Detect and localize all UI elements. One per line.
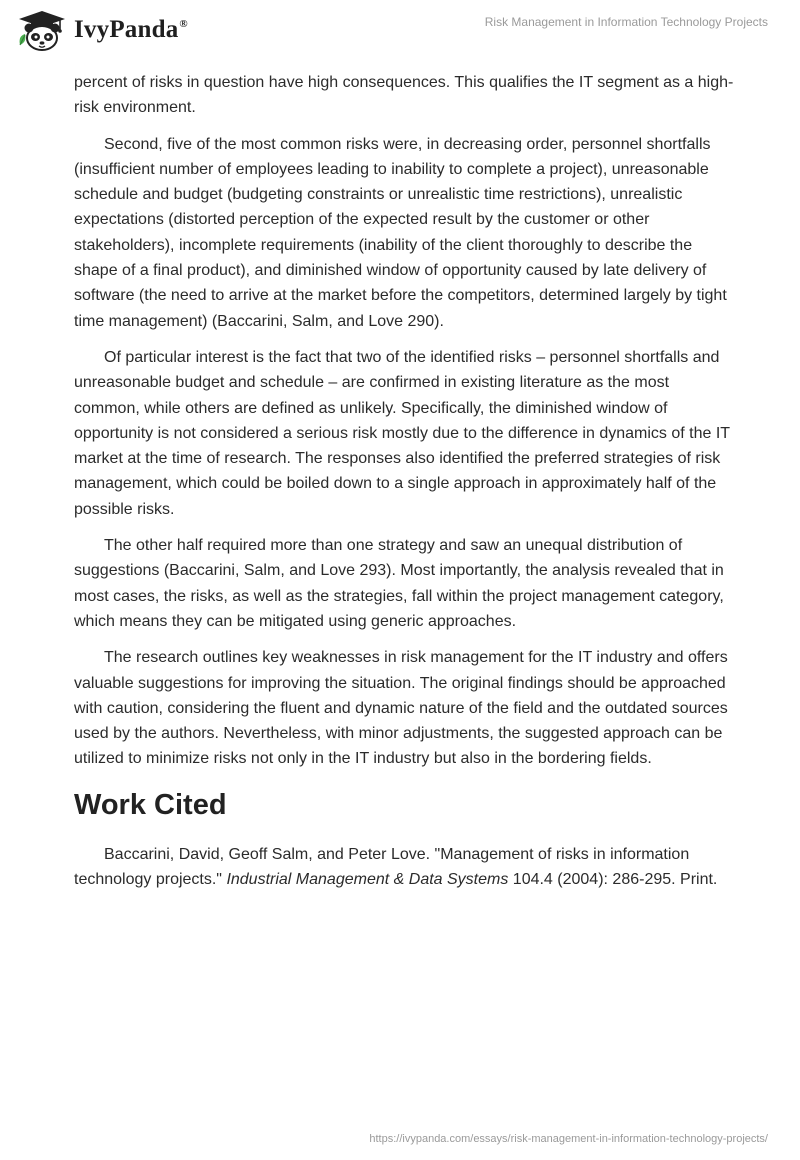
citation-authors-title: Baccarini, David, Geoff Salm, and Peter Love. "Management of risks in information technology projects." bbox=[74, 845, 690, 889]
page-header bbox=[0, 0, 800, 70]
panda-graduate-icon bbox=[14, 8, 70, 52]
paragraph: The research outlines key weaknesses in risk management for the IT industry and offers valuable suggestions for improving the situation. The original findings should be approached with caution, considering the fluent and dynamic nature of the field and the outdated sources used by the authors. Nevertheless, with minor adjustments, the suggested approach can be utilized to minimize risks not only in the IT industry but also in the bordering fields. bbox=[74, 649, 728, 768]
essay-body bbox=[74, 70, 734, 903]
document-title: Risk Management in Information Technology Projects bbox=[484, 15, 768, 29]
citation-details: 104.4 (2004): 286-295. Print. bbox=[508, 871, 718, 889]
works-cited-heading: Work Cited bbox=[74, 788, 227, 821]
ivypanda-logo[interactable] bbox=[14, 8, 188, 52]
citation-journal: Industrial Management & Data Systems bbox=[226, 871, 509, 889]
paragraph: Of particular interest is the fact that two of the identified risks – personnel shortfalls and unreasonable budget and schedule – are confirmed in existing literature as the most common, while others are defined as unlikely. Specifically, the diminished window of opportunity is not considered a serious risk mostly due to the difference in dynamics of the IT market at the time of research. The responses also identified the preferred strategies of risk management, which could be boiled down to a single approach in approximately half of the possible risks. bbox=[74, 348, 730, 518]
source-url[interactable]: https://ivypanda.com/essays/risk-management-in-information-technology-projects/ bbox=[369, 1133, 768, 1145]
citation-entry bbox=[74, 842, 734, 893]
paragraph: Second, five of the most common risks were, in decreasing order, personnel shortfalls (insufficient number of employees leading to inability to complete a project), unreasonable schedule and budget (budgeting constraints or unrealistic time restrictions), unrealistic expectations (distorted perception of the expected result by the customer or other stakeholders), incomplete requirements (inability of the client thoroughly to describe the shape of a final product), and diminished window of opportunity caused by late delivery of software (the need to arrive at the market before the competitors, determined largely by tight time management) (Baccarini, Salm, and Love 290). bbox=[74, 135, 727, 330]
paragraph: The other half required more than one strategy and saw an unequal distribution of suggestions (Baccarini, Salm, and Love 293). Most importantly, the analysis revealed that in most cases, the risks, as well as the strategies, fall within the project management category, which means they can be mitigated using generic approaches. bbox=[74, 537, 724, 630]
logo-wordmark: IvyPanda® bbox=[74, 16, 188, 43]
paragraph: percent of risks in question have high consequences. This qualifies the IT segment as a high-risk environment. bbox=[74, 74, 734, 117]
